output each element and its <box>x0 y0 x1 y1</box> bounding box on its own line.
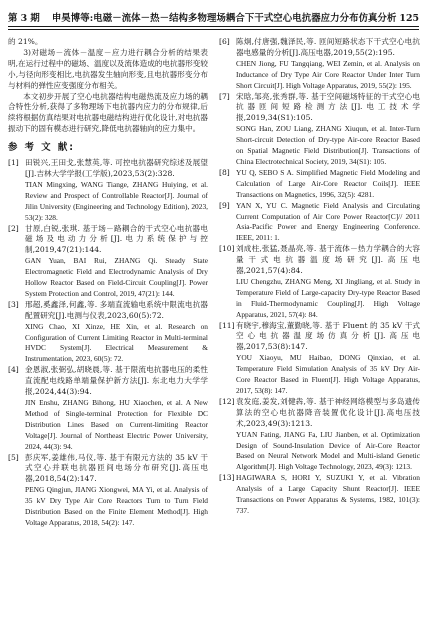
reference-number: [8] <box>219 167 230 177</box>
reference-text-english: SONG Han, ZOU Liang, ZHANG Xiuqun, et al. Inter-Turn Short-circuit Detection of Dry-type Air-core Reactor Based on Spatial Magnetic Field Distribution[J]. Transactions of China Electrotechnical Society, 2019, 34(S1): 105. <box>236 124 420 166</box>
reference-item <box>219 37 420 92</box>
reference-text-chinese: 陈炯,付唐强,魏泽民,等. 匝间短路状态下干式空心电抗器电感量的分析[J].高压电器,2019,55(2):195. <box>236 37 420 57</box>
reference-text-chinese: 田锐兴,王田戈,张慧英,等. 可控电抗器研究综述及展望[J].吉林大学学报(工学版),2023,53(2):328. <box>25 158 208 178</box>
reference-text-english: YAN X, YU C. Magnetic Field Analysis and Circulating Current Computation of Air Core Power Reactor[C]// 2011 Asia-Pacific Power and Energy Engineering Conference. IEEE, 2011: 1. <box>236 200 420 243</box>
reference-text <box>236 321 420 397</box>
reference-text-chinese: 邢超,奚鑫泽,何鑫,等. 多端直流输电系统中限流电抗器配置研究[J].电测与仪表,2023,60(5):72. <box>25 299 208 320</box>
reference-number: [4] <box>8 365 19 375</box>
reference-number: [13] <box>219 473 235 483</box>
reference-text-chinese: 彭庆军,姜雄伟,马仪,等. 基于有限元方法的 35 kV 干式空心并联电抗器匝间电场分布研究[J].高压电器,2018,54(2):147. <box>25 452 208 484</box>
reference-text-english: YU Q, SEBO S A. Simplified Magnetic Field Modeling and Calculation of Large Air-Core Reactor Coils[J]. IEEE Transactions on Magnetics, 1996, 32(5): 4281. <box>236 167 420 199</box>
reference-text-chinese: 有晓宇,穆海宝,董勤晓,等. 基于 Fluent 的 35 kV 干式空心电抗器温度场仿真分析[J].高压电器,2017,53(8):147. <box>236 320 420 352</box>
reference-item <box>219 473 420 517</box>
reference-text-chinese: 宋晗,邹亮,张秀群,等. 基于空间磁场特征的干式空心电抗器匝间短路检测方法[J].电工技术学报,2019,34(S1):105. <box>236 91 420 123</box>
reference-number: [5] <box>8 452 19 462</box>
reference-number: [10] <box>219 244 235 254</box>
header-rule-thin <box>8 29 419 30</box>
reference-text-english: YOU Xiaoyu, MU Haibao, DONG Qinxiao, et al. Temperature Field Simulation Analysis of 35 kV Dry Air-Core Reactor Based in Fluent[J]. High Voltage Apparatus, 2017, 53(8): 147. <box>236 353 420 395</box>
reference-text-english: YUAN Fating, JIANG Fa, LIU Jianben, et al. Optimization Design of Sound-Insulation Device of Air-Core Reactor Based on Neural Network Model and Multi-island Genetic Algorithm[J]. High Voltage Technology, 2023, 49(3): 1213. <box>236 429 420 472</box>
reference-text <box>236 201 420 245</box>
reference-text <box>236 37 420 92</box>
reference-text <box>25 224 208 300</box>
reference-item <box>219 244 420 320</box>
reference-item <box>219 168 420 201</box>
reference-item <box>8 224 208 300</box>
reference-text-english: PENG Qingjun, JIANG Xiongwei, MA Yi, et al. Analysis of 35 kV Dry Type Air Core Reactors Turn to Turn Field Distribution Based on the Finite Element Method[J]. High Voltage Apparatus, 2018, 54(2): 147. <box>25 485 208 527</box>
reference-item <box>219 92 420 168</box>
reference-text <box>236 244 420 320</box>
reference-item <box>219 321 420 397</box>
reference-text <box>236 397 420 473</box>
reference-text <box>236 473 420 517</box>
header-rule-thick <box>8 26 419 27</box>
left-column <box>8 37 208 625</box>
reference-number: [7] <box>219 91 230 101</box>
reference-text <box>25 453 208 529</box>
reference-text <box>25 300 208 365</box>
reference-list-right <box>219 37 420 517</box>
references-heading: 参 考 文 献: <box>8 142 76 154</box>
reference-text-chinese: 甘原,白锐,张琪. 基于场－路耦合的干式空心电抗器电磁场及电动力分析[J].电力系统保护与控制,2019,47(21):144. <box>25 223 208 255</box>
reference-item <box>8 158 208 223</box>
reference-text-english: TIAN Mingxing, WANG Tiange, ZHANG Huiying, et al. Review and Prospect of Controllable Reactor[J]. Journal of Jilin University (Engineering and Technology Edition), 2023, 53(2): 328. <box>25 179 208 222</box>
body-paragraph-outlook: 本文初步开展了空心电抗器结构电磁热流及应力场的耦合特性分析,获得了多物理场下电抗器内应力的分布规律,后续将根据仿真结果对电抗器电磁结构进行优化设计,对电抗器振动下的固有模态进行研究,降低电抗器轴向的应力集中。 <box>8 91 208 134</box>
reference-item <box>8 453 208 529</box>
reference-text <box>25 365 208 452</box>
running-title: 申昊博等:电磁－流体－热－结构多物理场耦合下干式空心电抗器应力分布仿真分析 <box>51 13 397 24</box>
reference-text-english: XING Chao, XI Xinze, HE Xin, et al. Research on Configuration of Current Limiting Reactor in Multi-terminal HVDC System[J]. Electrical Measurement & Instrumentation, 2023, 60(5): 72. <box>25 321 208 364</box>
reference-number: [11] <box>219 320 235 330</box>
reference-number: [6] <box>219 37 230 46</box>
reference-item <box>219 397 420 473</box>
reference-text-chinese: 刘成柱,张猛,聂晶亮,等. 基于流体－热力学耦合的大容量干式电抗器温度场研究[J].高压电器,2021,57(4):84. <box>236 244 420 276</box>
reference-text-english: CHEN Jiong, FU Tangqiang, WEI Zemin, et al. Analysis on Inductance of Dry Type Air Core Reactor Under Inter Turn Short Circuit[J]. High Voltage Apparatus, 2019, 55(2): 195. <box>236 58 420 90</box>
reference-number: [1] <box>8 158 19 168</box>
reference-text-english: GAN Yuan, BAI Rui, ZHANG Qi. Steady State Electromagnetic Field and Electrodynamic Analysis of Dry Hollow Reactor Based on Field-Circuit Coupling[J]. Power System Protection and Control, 2019, 47(21): 144. <box>25 256 208 298</box>
reference-number: [12] <box>219 396 235 406</box>
reference-item <box>8 365 208 452</box>
reference-text-english: JIN Enshu, ZHANG Bihong, HU Xiaochen, et al. A New Method of Single-terminal Protection for Flexible DC Distribution Lines Based on Current-limiting Reactor Voltage[J]. Journal of Northeast Electric Power University, 2024, 44(3): 94. <box>25 398 208 451</box>
reference-list-left <box>8 158 208 529</box>
reference-number: [9] <box>219 200 230 210</box>
reference-item <box>219 201 420 245</box>
reference-text <box>25 158 208 223</box>
page-number: 125 <box>399 13 419 24</box>
reference-text <box>236 168 420 201</box>
reference-text <box>236 92 420 168</box>
reference-text-chinese: 金恩淑,张弼弘,胡晓晨,等. 基于限流电抗器电压的柔性直流配电线路单端量保护新方法[J]. 东北电力大学学报,2024,44(3):94. <box>25 365 208 397</box>
reference-number: [2] <box>8 223 19 233</box>
body-paragraph-continued: 的 21%。 <box>8 37 43 46</box>
reference-text-english: LIU Chengzhu, ZHANG Meng, XI Jingliang, et al. Study in Temperature Field of Large-capacity Dry-type Reactor Based in Fluid-Thermodynamic Coupling[J]. High Voltage Apparatus, 2021, 57(4): 84. <box>236 276 420 319</box>
reference-number: [3] <box>8 299 19 309</box>
running-header <box>8 6 419 24</box>
body-paragraph-conclusion-3: 3)对磁场－流体－温度－应力进行耦合分析的结果表明,在运行过程中的磁场、温度以及流体造成的电抗器形变较小,与径向形变相比,电抗器发生轴向形变,且电抗器形变分布与材料的弹性应变强度分布相关。 <box>8 47 208 90</box>
reference-text-chinese: 袁发庭,姜发,刘健犇,等. 基于神经网络模型与多岛遗传算法的空心电抗器降音装置优化设计[J].高电压技术,2023,49(3):1213. <box>236 396 420 428</box>
reference-text-english: HAGIWARA S, HORI Y, SUZUKI Y, et al. Vibration Analysis of a Large Capacity Shunt Reactor[J]. IEEE Transactions on Power Apparatus & Systems, 1982, 101(3): 737. <box>236 473 420 515</box>
issue-number: 第 3 期 <box>8 13 40 24</box>
right-column <box>219 37 420 625</box>
reference-item <box>8 300 208 365</box>
